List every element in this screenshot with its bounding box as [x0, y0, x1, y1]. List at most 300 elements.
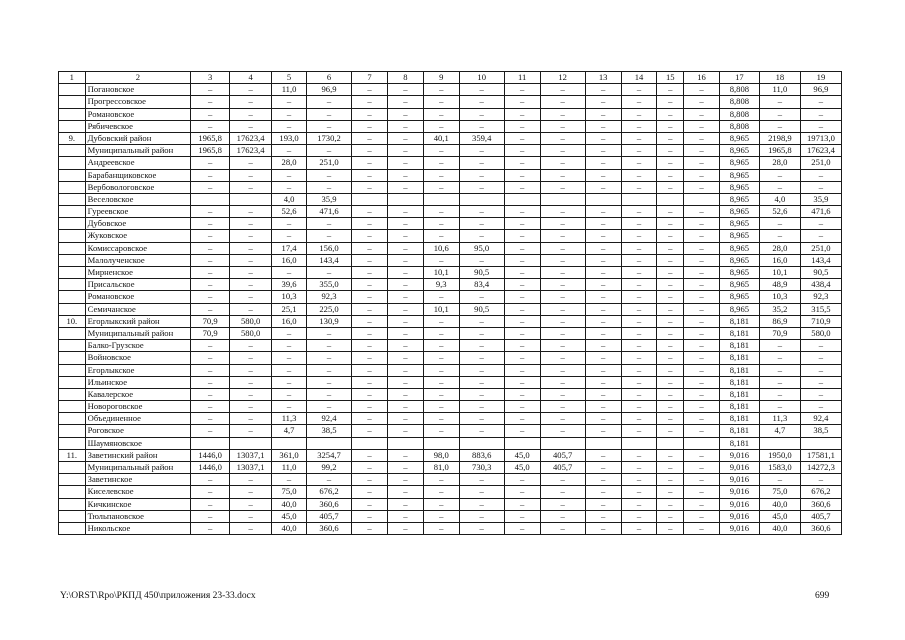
table-cell: – [684, 291, 720, 303]
table-cell: – [540, 169, 585, 181]
table-cell: 45,0 [504, 449, 540, 461]
table-cell: – [585, 157, 621, 169]
table-cell: – [230, 279, 272, 291]
table-cell: 10,3 [272, 291, 307, 303]
territory-name: Семичанское [85, 303, 191, 315]
table-cell: 92,3 [800, 291, 841, 303]
row-number [59, 340, 86, 352]
table-cell: 83,4 [459, 279, 504, 291]
territory-name: Новороговское [85, 401, 191, 413]
table-cell: – [387, 364, 423, 376]
territory-name: Киселевское [85, 486, 191, 498]
row-number [59, 413, 86, 425]
table-cell: – [657, 108, 684, 120]
table-cell [352, 193, 388, 205]
table-cell: 45,0 [504, 462, 540, 474]
table-cell: – [352, 425, 388, 437]
table-row [59, 327, 842, 339]
table-cell: – [272, 401, 307, 413]
table-cell: – [657, 486, 684, 498]
table-cell: – [585, 291, 621, 303]
table-cell: – [621, 181, 657, 193]
table-cell: – [800, 388, 841, 400]
row-number: 10. [59, 315, 86, 327]
table-cell [621, 437, 657, 449]
table-cell: – [621, 413, 657, 425]
column-number: 12 [540, 72, 585, 84]
table-cell: – [459, 108, 504, 120]
table-cell: 9,016 [719, 449, 759, 461]
table-cell: – [800, 181, 841, 193]
table-cell: – [230, 388, 272, 400]
row-number [59, 376, 86, 388]
table-cell: – [621, 108, 657, 120]
table-cell: – [352, 401, 388, 413]
table-cell: – [585, 267, 621, 279]
table-cell: – [585, 242, 621, 254]
table-row [59, 315, 842, 327]
table-cell [657, 193, 684, 205]
table-cell: 193,0 [272, 132, 307, 144]
table-cell: – [585, 279, 621, 291]
table-cell: – [423, 230, 459, 242]
table-cell: – [459, 145, 504, 157]
table-cell: – [272, 474, 307, 486]
table-cell: 48,9 [759, 279, 800, 291]
table-cell: – [585, 376, 621, 388]
table-cell: 28,0 [272, 157, 307, 169]
table-cell: – [800, 108, 841, 120]
table-cell: – [459, 510, 504, 522]
table-cell: – [459, 425, 504, 437]
table-cell: – [459, 352, 504, 364]
table-cell: – [540, 425, 585, 437]
table-cell: – [585, 145, 621, 157]
table-cell: 8,965 [719, 218, 759, 230]
table-cell: 8,965 [719, 206, 759, 218]
table-cell: – [684, 388, 720, 400]
table-row [59, 169, 842, 181]
table-cell: 471,6 [800, 206, 841, 218]
table-cell: – [459, 364, 504, 376]
table-cell [230, 193, 272, 205]
table-cell: 17623,4 [230, 132, 272, 144]
table-cell: 10,3 [759, 291, 800, 303]
table-cell: – [423, 84, 459, 96]
table-cell: 8,181 [719, 364, 759, 376]
table-cell: – [423, 145, 459, 157]
table-cell: – [585, 474, 621, 486]
table-cell: – [585, 486, 621, 498]
table-cell: – [306, 474, 351, 486]
table-cell: – [684, 376, 720, 388]
table-cell: 438,4 [800, 279, 841, 291]
table-cell: 9,016 [719, 510, 759, 522]
table-cell: 580,0 [800, 327, 841, 339]
table-cell: 405,7 [540, 449, 585, 461]
table-cell: – [540, 303, 585, 315]
table-cell: – [540, 145, 585, 157]
table-cell: – [657, 352, 684, 364]
table-cell: 8,181 [719, 401, 759, 413]
table-cell: 676,2 [800, 486, 841, 498]
table-cell: – [272, 218, 307, 230]
table-cell: – [272, 340, 307, 352]
table-cell: – [504, 242, 540, 254]
table-cell [540, 193, 585, 205]
row-number [59, 218, 86, 230]
table-cell: – [540, 522, 585, 534]
table-cell: – [540, 206, 585, 218]
row-number: 9. [59, 132, 86, 144]
table-cell: – [657, 388, 684, 400]
table-cell: 10,1 [759, 267, 800, 279]
table-cell [585, 437, 621, 449]
table-cell: 9,3 [423, 279, 459, 291]
table-cell: – [504, 254, 540, 266]
table-cell: – [306, 340, 351, 352]
table-cell: – [657, 364, 684, 376]
table-cell: – [387, 327, 423, 339]
table-cell: – [459, 486, 504, 498]
table-cell: – [352, 84, 388, 96]
row-number [59, 364, 86, 376]
table-cell: – [352, 413, 388, 425]
column-number: 2 [85, 72, 191, 84]
table-cell: – [540, 218, 585, 230]
table-cell: 99,2 [306, 462, 351, 474]
table-cell: 13037,1 [230, 462, 272, 474]
table-cell: – [504, 413, 540, 425]
table-row [59, 132, 842, 144]
table-cell: – [621, 340, 657, 352]
table-cell: – [657, 340, 684, 352]
territory-name: Дубовский район [85, 132, 191, 144]
table-cell: 360,6 [800, 498, 841, 510]
table-cell: – [684, 462, 720, 474]
table-cell: 90,5 [459, 267, 504, 279]
table-cell: – [621, 291, 657, 303]
table-cell: – [540, 388, 585, 400]
row-number [59, 388, 86, 400]
table-cell: – [540, 315, 585, 327]
table-cell: – [191, 181, 230, 193]
table-row [59, 303, 842, 315]
table-cell: – [759, 376, 800, 388]
column-number: 10 [459, 72, 504, 84]
table-cell: 8,965 [719, 230, 759, 242]
table-cell: – [387, 340, 423, 352]
table-cell: 4,0 [272, 193, 307, 205]
table-cell: 17,4 [272, 242, 307, 254]
table-cell: – [621, 120, 657, 132]
table-cell: 52,6 [272, 206, 307, 218]
table-cell: – [459, 413, 504, 425]
table-row [59, 425, 842, 437]
table-cell: – [684, 267, 720, 279]
table-cell: 251,0 [800, 157, 841, 169]
territory-name: Гуреевское [85, 206, 191, 218]
table-row [59, 364, 842, 376]
table-cell [423, 437, 459, 449]
table-cell [191, 193, 230, 205]
table-cell: – [387, 352, 423, 364]
table-cell: – [504, 510, 540, 522]
table-cell: 4,7 [272, 425, 307, 437]
table-cell: – [272, 364, 307, 376]
table-cell: – [504, 169, 540, 181]
column-number: 6 [306, 72, 351, 84]
table-cell: 471,6 [306, 206, 351, 218]
table-cell: – [459, 157, 504, 169]
table-cell: 28,0 [759, 157, 800, 169]
table-cell: – [621, 401, 657, 413]
table-cell: – [230, 169, 272, 181]
table-cell: – [306, 364, 351, 376]
table-cell: – [540, 352, 585, 364]
table-cell: – [272, 181, 307, 193]
table-row [59, 340, 842, 352]
table-cell: – [191, 498, 230, 510]
table-cell: – [352, 242, 388, 254]
table-cell: – [230, 474, 272, 486]
column-number: 19 [800, 72, 841, 84]
table-cell: – [657, 96, 684, 108]
table-cell: 17623,4 [230, 145, 272, 157]
table-cell: 81,0 [423, 462, 459, 474]
table-cell: 10,6 [423, 242, 459, 254]
row-number [59, 145, 86, 157]
table-cell [504, 437, 540, 449]
table-cell: – [540, 120, 585, 132]
table-cell: 40,0 [272, 522, 307, 534]
column-number: 15 [657, 72, 684, 84]
table-row [59, 522, 842, 534]
table-cell: – [684, 96, 720, 108]
table-cell: – [684, 498, 720, 510]
table-cell: 8,965 [719, 291, 759, 303]
table-cell: – [352, 327, 388, 339]
table-cell: – [657, 84, 684, 96]
table-cell: 1950,0 [759, 449, 800, 461]
table-cell: 19713,0 [800, 132, 841, 144]
territory-name: Вербовологовское [85, 181, 191, 193]
table-cell: – [423, 352, 459, 364]
row-number [59, 474, 86, 486]
table-cell: – [387, 157, 423, 169]
table-cell: – [387, 218, 423, 230]
table-cell: 9,016 [719, 498, 759, 510]
table-cell: – [585, 462, 621, 474]
table-cell: – [352, 376, 388, 388]
table-cell: – [759, 388, 800, 400]
table-cell: – [504, 96, 540, 108]
table-cell: – [504, 181, 540, 193]
table-cell: – [191, 108, 230, 120]
row-number [59, 206, 86, 218]
table-cell: 28,0 [759, 242, 800, 254]
table-cell [684, 193, 720, 205]
row-number [59, 157, 86, 169]
table-cell: – [191, 279, 230, 291]
table-cell: – [272, 169, 307, 181]
table-cell: – [306, 401, 351, 413]
column-number: 16 [684, 72, 720, 84]
table-cell: – [387, 449, 423, 461]
table-cell: – [191, 206, 230, 218]
table-cell: 92,4 [800, 413, 841, 425]
territory-name: Веселовское [85, 193, 191, 205]
table-cell [459, 437, 504, 449]
table-cell: – [759, 340, 800, 352]
table-cell: 11,3 [759, 413, 800, 425]
table-cell: – [684, 340, 720, 352]
table-cell: – [504, 84, 540, 96]
table-cell: – [621, 352, 657, 364]
table-cell: – [423, 522, 459, 534]
table-cell: – [272, 230, 307, 242]
table-cell: – [684, 157, 720, 169]
table-cell: 9,016 [719, 522, 759, 534]
table-cell: – [504, 279, 540, 291]
table-cell: – [540, 254, 585, 266]
table-cell [387, 193, 423, 205]
table-cell: 8,965 [719, 181, 759, 193]
table-cell: – [684, 413, 720, 425]
table-cell: – [306, 218, 351, 230]
table-cell: 70,9 [191, 327, 230, 339]
column-number: 9 [423, 72, 459, 84]
table-cell: 16,0 [759, 254, 800, 266]
table-cell: – [504, 364, 540, 376]
row-number: 11. [59, 449, 86, 461]
table-cell: – [585, 522, 621, 534]
table-cell: – [585, 108, 621, 120]
table-cell: – [272, 352, 307, 364]
table-cell: – [585, 388, 621, 400]
table-cell: – [621, 327, 657, 339]
table-cell: – [459, 206, 504, 218]
table-cell: – [684, 327, 720, 339]
table-cell: – [459, 120, 504, 132]
table-cell: – [352, 120, 388, 132]
table-cell: 8,808 [719, 96, 759, 108]
table-cell: – [191, 401, 230, 413]
table-cell: 13037,1 [230, 449, 272, 461]
table-cell: 580,0 [230, 315, 272, 327]
table-cell: 86,9 [759, 315, 800, 327]
table-cell: – [800, 120, 841, 132]
table-cell: – [657, 157, 684, 169]
page-number: 699 [815, 591, 830, 601]
table-cell: – [621, 132, 657, 144]
table-cell: – [800, 169, 841, 181]
table-cell: – [585, 254, 621, 266]
row-number [59, 462, 86, 474]
table-cell: – [657, 169, 684, 181]
table-cell: 355,0 [306, 279, 351, 291]
table-cell: – [191, 388, 230, 400]
table-cell [191, 437, 230, 449]
table-cell: – [423, 157, 459, 169]
table-cell: – [459, 327, 504, 339]
table-cell: – [621, 486, 657, 498]
table-cell: – [504, 206, 540, 218]
table-cell: – [585, 120, 621, 132]
territory-name: Шаумяновское [85, 437, 191, 449]
table-cell: 9,016 [719, 486, 759, 498]
table-cell: – [387, 498, 423, 510]
table-cell: – [657, 279, 684, 291]
table-cell: – [387, 425, 423, 437]
table-cell: – [759, 364, 800, 376]
table-cell: – [684, 181, 720, 193]
table-cell: – [352, 181, 388, 193]
table-cell: – [387, 120, 423, 132]
row-number [59, 193, 86, 205]
row-number [59, 486, 86, 498]
table-cell: – [459, 315, 504, 327]
table-cell: – [585, 169, 621, 181]
table-cell: – [191, 84, 230, 96]
table-cell: – [230, 267, 272, 279]
table-cell: 405,7 [800, 510, 841, 522]
table-cell: – [621, 230, 657, 242]
table-cell [230, 437, 272, 449]
territory-name: Присальское [85, 279, 191, 291]
table-cell: – [621, 498, 657, 510]
table-cell: – [306, 96, 351, 108]
row-number [59, 181, 86, 193]
table-cell: – [540, 498, 585, 510]
table-cell: – [540, 291, 585, 303]
table-cell: 4,7 [759, 425, 800, 437]
table-cell: – [423, 120, 459, 132]
table-cell: – [621, 157, 657, 169]
table-cell: – [800, 218, 841, 230]
table-cell: – [621, 84, 657, 96]
table-cell: – [306, 120, 351, 132]
table-cell: – [684, 230, 720, 242]
table-cell: – [459, 474, 504, 486]
table-cell: – [352, 315, 388, 327]
territory-name: Никольское [85, 522, 191, 534]
table-cell: – [191, 267, 230, 279]
table-row [59, 145, 842, 157]
table-cell: – [800, 96, 841, 108]
table-cell [800, 437, 841, 449]
table-cell: – [459, 169, 504, 181]
table-cell: – [230, 352, 272, 364]
table-cell: – [621, 510, 657, 522]
column-number: 3 [191, 72, 230, 84]
column-number: 14 [621, 72, 657, 84]
table-cell: – [459, 340, 504, 352]
table-cell: – [230, 84, 272, 96]
table-cell: – [684, 108, 720, 120]
territory-name: Балко-Грузское [85, 340, 191, 352]
table-row [59, 376, 842, 388]
table-cell: – [657, 449, 684, 461]
table-row [59, 267, 842, 279]
territory-name: Погановское [85, 84, 191, 96]
table-cell: 8,965 [719, 303, 759, 315]
table-cell: – [352, 157, 388, 169]
table-cell: – [306, 181, 351, 193]
territory-name: Рябичевское [85, 120, 191, 132]
table-cell: – [387, 254, 423, 266]
table-cell: – [423, 169, 459, 181]
